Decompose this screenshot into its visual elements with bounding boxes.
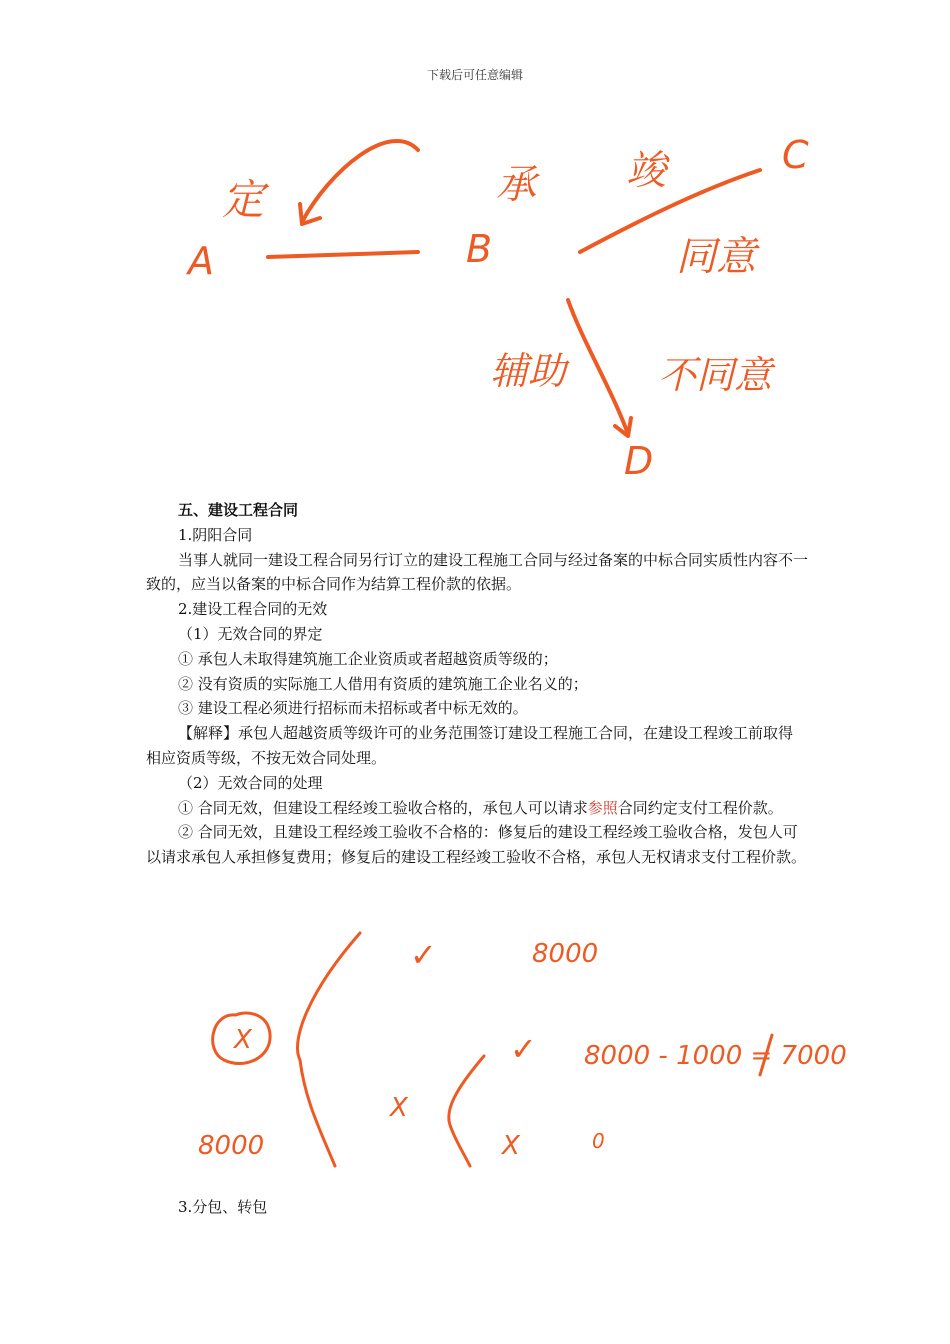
small-brace <box>449 1056 484 1166</box>
label-b: B <box>466 227 493 271</box>
explanation <box>146 721 808 771</box>
label-c: C <box>782 133 809 177</box>
handling-1-text-a: ① 合同无效，但建设工程经竣工验收合格的，承包人可以请求 <box>178 798 588 817</box>
condition-3: ③ 建设工程必须进行招标而未招标或者中标无效的。 <box>178 699 528 718</box>
explanation-label: 【解释】 <box>178 724 239 743</box>
paragraph-1: 当事人就同一建设工程合同另行订立的建设工程施工合同与经过备案的中标合同实质性内容不一致的，应当以备案的中标合同作为结算工程价款的依据。 <box>146 550 809 594</box>
check-mid: ✓ <box>510 1030 537 1068</box>
handwritten-payment-diagram <box>0 925 950 1175</box>
line-a-b <box>268 252 418 257</box>
big-brace <box>298 933 361 1166</box>
condition-1: ① 承包人未取得建筑施工企业资质或者超越资质等级的； <box>178 649 558 668</box>
page-header: 下载后可任意编辑 <box>426 68 523 82</box>
label-jungong: 竣 <box>626 148 666 194</box>
subitem-1: （1）无效合同的界定 <box>178 624 323 643</box>
handling-2: ② 合同无效，且建设工程经竣工验收不合格的：修复后的建设工程经竣工验收合格，发包人可以请求承包人承担修复费用；修复后的建设工程经竣工验收不合格，承包人无权请求支付工程价款。 <box>146 823 807 867</box>
x-in-circle: X <box>234 1025 252 1055</box>
value-8000-left: 8000 <box>198 1131 265 1161</box>
subitem-2: （2）无效合同的处理 <box>178 773 323 792</box>
item-1: 1.阴阳合同 <box>178 525 253 544</box>
label-a: A <box>188 239 214 283</box>
label-cheng: 承 <box>496 162 536 208</box>
label-fuzhu: 辅助 <box>490 349 567 393</box>
label-tongyi: 同意 <box>676 234 756 280</box>
arrow-to-d <box>568 300 628 434</box>
value-8000-top: 8000 <box>532 939 599 969</box>
label-butongyi: 不同意 <box>658 353 773 397</box>
x-mid: X <box>390 1093 408 1123</box>
handling-1 <box>146 796 808 821</box>
handwritten-contract-diagram <box>0 130 950 483</box>
curved-arrow-b-to-a <box>302 141 418 222</box>
handling-1-text-b: 合同约定支付工程价款。 <box>617 798 783 817</box>
label-ding: 定 <box>222 175 265 224</box>
section-title: 五、建设工程合同 <box>178 501 299 519</box>
condition-2: ② 没有资质的实际施工人借用有资质的建筑施工企业名义的； <box>178 674 588 693</box>
item-2: 2.建设工程合同的无效 <box>178 600 328 619</box>
check-top: ✓ <box>410 936 437 974</box>
highlight-canzhao: 参照 <box>587 798 618 817</box>
equation: 8000 - 1000 = 7000 <box>584 1041 847 1071</box>
item-3: 3.分包、转包 <box>178 1198 268 1216</box>
x-low: X <box>502 1131 520 1161</box>
explanation-text: 承包人超越资质等级许可的业务范围签订建设工程施工合同，在建设工程竣工前取得相应资质等级，不按无效合同处理。 <box>146 724 794 767</box>
document-body <box>146 498 808 870</box>
label-d: D <box>624 439 654 483</box>
document-body-2 <box>146 1195 808 1220</box>
value-zero: 0 <box>592 1129 605 1153</box>
